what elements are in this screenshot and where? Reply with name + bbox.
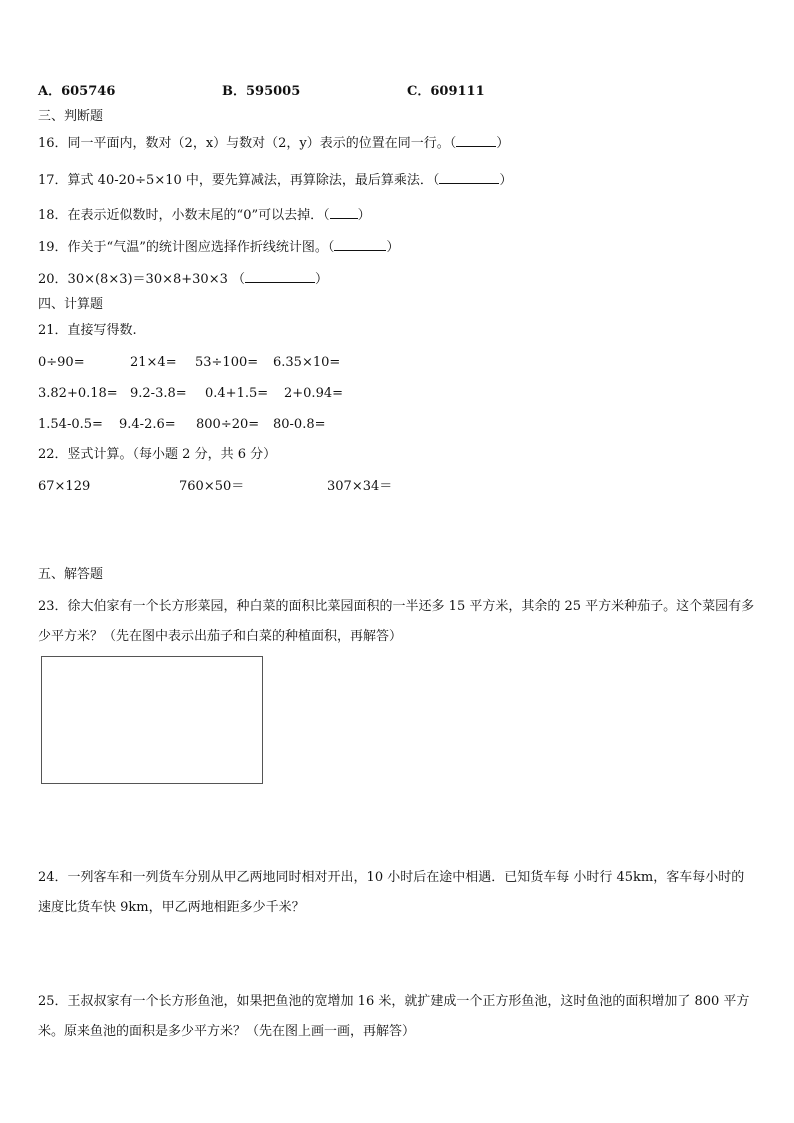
option-a: A．605746 (38, 84, 116, 99)
calc-item: 3.82+0.18= (38, 386, 118, 401)
question-25: 25．王叔叔家有一个长方形鱼池，如果把鱼池的宽增加 16 米，就扩建成一个正方形鱼池，这时鱼池的面积增加了 800 平方米。原来鱼池的面积是多少平方米？（先在图上画一画，再解答） (38, 994, 750, 1039)
calc-item: 6.35×10= (273, 355, 341, 370)
question-20 (38, 270, 328, 289)
section-3-title: 三、判断题 (38, 109, 104, 124)
calc-item: 800÷20= (196, 417, 260, 432)
vertical-calc-item: 760×50＝ (179, 479, 245, 494)
answer-blank-20[interactable] (245, 270, 315, 283)
question-21-title: 21．直接写得数. (38, 323, 137, 338)
question-23: 23．徐大伯家有一个长方形菜园，种白菜的面积比菜园面积的一半还多 15 平方米，其余的 25 平方米种茄子。这个菜园有多少平方米？（先在图中表示出茄子和白菜的种植面积，再解答） (38, 599, 755, 644)
calc-item: 21×4= (130, 355, 177, 370)
section-5-title: 五、解答题 (38, 567, 104, 582)
calc-item: 9.4-2.6= (119, 417, 176, 432)
answer-blank-16[interactable] (456, 134, 496, 147)
question-17-text: 17．算式 40-20÷5×10 中，要先算减法，再算除法，最后算乘法．（ (38, 173, 440, 188)
calc-item: 80-0.8= (273, 417, 326, 432)
calc-item: 0.4+1.5= (205, 386, 269, 401)
vertical-calc-item: 67×129 (38, 479, 91, 494)
vegetable-garden-rectangle[interactable] (41, 656, 263, 784)
question-16 (38, 134, 509, 153)
calc-item: 1.54-0.5= (38, 417, 103, 432)
question-18-text: 18．在表示近似数时，小数末尾的“0”可以去掉．（ (38, 208, 330, 223)
question-19 (38, 238, 399, 257)
section-4-title: 四、计算题 (38, 297, 104, 312)
question-16-close: ） (496, 136, 510, 151)
calc-item: 2+0.94= (284, 386, 344, 401)
calc-item: 0÷90= (38, 355, 85, 370)
question-19-close: ） (386, 240, 400, 255)
answer-blank-17[interactable] (439, 171, 499, 184)
vertical-calc-item: 307×34＝ (327, 479, 393, 494)
option-c: C．609111 (407, 84, 485, 99)
question-19-text: 19．作关于“气温”的统计图应选择作折线统计图。（ (38, 240, 335, 255)
question-22-title: 22．竖式计算。（每小题 2 分，共 6 分） (38, 447, 277, 462)
answer-blank-18[interactable] (330, 206, 358, 219)
option-b: B．595005 (222, 84, 301, 99)
calc-item: 53÷100= (195, 355, 259, 370)
question-17-close: ） (499, 173, 513, 188)
answer-blank-19[interactable] (334, 238, 386, 251)
question-18 (38, 206, 371, 225)
question-20-text: 20．30×(8×3)＝30×8+30×3 （ (38, 272, 245, 287)
calc-item: 9.2-3.8= (130, 386, 187, 401)
question-20-close: ） (315, 272, 329, 287)
question-17 (38, 171, 512, 190)
question-24: 24．一列客车和一列货车分别从甲乙两地同时相对开出，10 小时后在途中相遇．已知货车每 小时行 45km，客车每小时的速度比货车快 9km，甲乙两地相距多少千米？ (38, 870, 745, 915)
question-18-close: ） (357, 208, 371, 223)
question-16-text: 16．同一平面内，数对（2，x）与数对（2，y）表示的位置在同一行。（ (38, 136, 457, 151)
